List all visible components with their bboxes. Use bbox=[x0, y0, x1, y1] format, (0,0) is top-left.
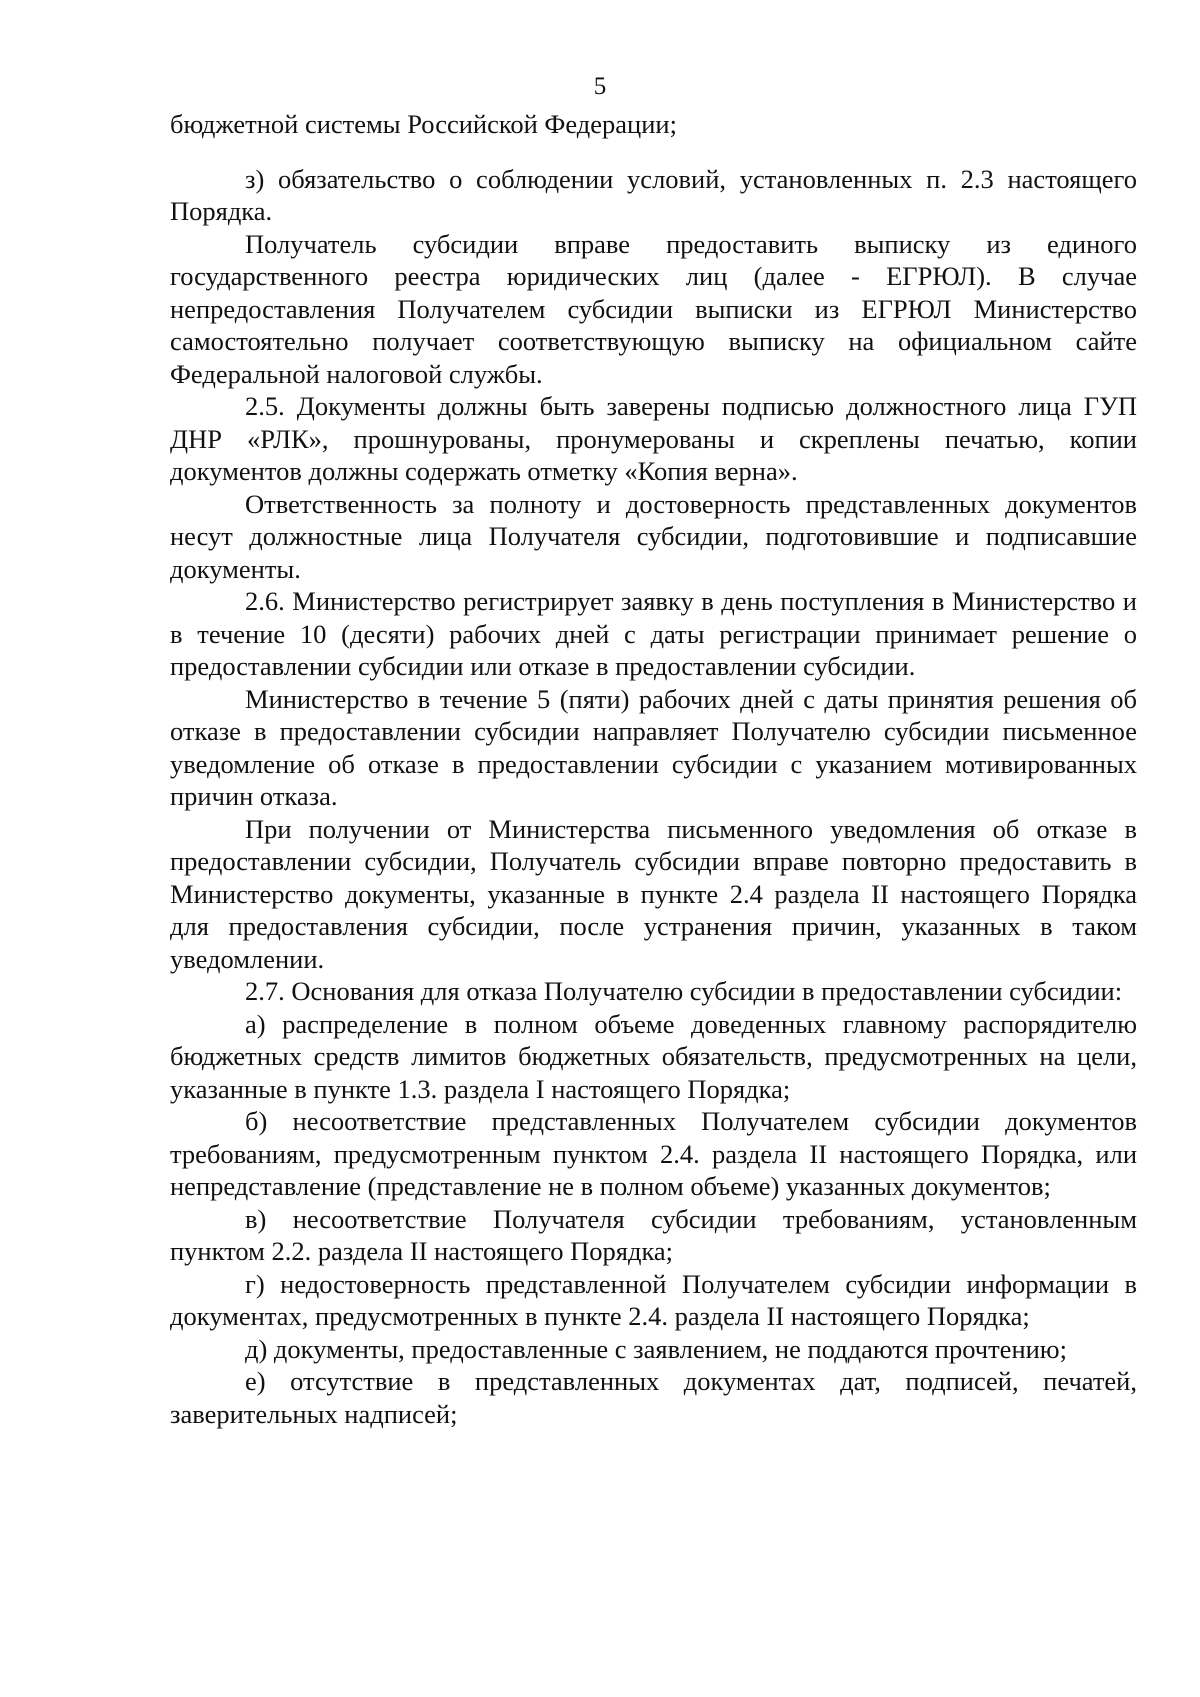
paragraph-item-v: в) несоответствие Получателя субсидии требованиям, установленным пунктом 2.2. раздела II настоящего Порядка; bbox=[170, 1203, 1137, 1266]
page-number: 5 bbox=[593, 73, 607, 100]
paragraph-item-g: г) недостоверность представленной Получателем субсидии информации в документах, предусмотренных в пункте 2.4. раздела II настоящего Порядка; bbox=[170, 1268, 1137, 1331]
paragraph-egrul: Получатель субсидии вправе предоставить выписку из единого государственного реестра юридических лиц (далее - ЕГРЮЛ). В случае непредоставления Получателем субсидии выписки из ЕГРЮЛ Министерство самостоятельно получает соответствующую выписку на официальном сайте Федеральной налоговой службы. bbox=[170, 228, 1137, 389]
paragraph-2-6: 2.6. Министерство регистрирует заявку в день поступления в Министерство и в течение 10 (десяти) рабочих дней с даты регистрации принимает решение о предоставлении субсидии или отказе в предоставлении субсидии. bbox=[170, 586, 1137, 681]
paragraph-item-b: б) несоответствие представленных Получателем субсидии документов требованиям, предусмотренным пунктом 2.4. раздела II настоящего Порядка, или непредставление (представление не в полном объеме) указанных документов; bbox=[170, 1106, 1137, 1201]
paragraph-item-z: з) обязательство о соблюдении условий, установленных п. 2.3 настоящего Порядка. bbox=[170, 163, 1137, 226]
paragraph-2-5: 2.5. Документы должны быть заверены подписью должностного лица ГУП ДНР «РЛК», прошнурованы, пронумерованы и скреплены печатью, копии документов должны содержать отметку «Копия верна». bbox=[170, 391, 1137, 486]
paragraph-2-7: 2.7. Основания для отказа Получателю субсидии в предоставлении субсидии: bbox=[245, 976, 1123, 1006]
paragraph-item-e: е) отсутствие в представленных документах дат, подписей, печатей, заверительных надписей; bbox=[170, 1366, 1137, 1429]
paragraph-item-d: д) документы, предоставленные с заявлением, не поддаются прочтению; bbox=[245, 1333, 1067, 1364]
document-body bbox=[170, 108, 1137, 1430]
paragraph-resubmission: При получении от Министерства письменного уведомления об отказе в предоставлении субсидии, Получатель субсидии вправе повторно предоставить в Министерство документы, указанные в пункте 2.4 раздела II настоящего Порядка для предоставления субсидии, после устранения причин, указанных в таком уведомлении. bbox=[170, 813, 1137, 974]
paragraph-budget-system: бюджетной системы Российской Федерации; bbox=[170, 109, 677, 139]
paragraph-responsibility: Ответственность за полноту и достоверность представленных документов несут должностные лица Получателя субсидии, подготовившие и подписавшие документы. bbox=[170, 488, 1137, 584]
paragraph-refusal-notice: Министерство в течение 5 (пяти) рабочих дней с даты принятия решения об отказе в предоставлении субсидии направляет Получателю субсидии письменное уведомление об отказе в предоставлении субсидии с указанием мотивированных причин отказа. bbox=[170, 683, 1137, 811]
paragraph-item-a: а) распределение в полном объеме доведенных главному распорядителю бюджетных средств лимитов бюджетных обязательств, предусмотренных на цели, указанные в пункте 1.3. раздела I настоящего Порядка; bbox=[170, 1008, 1137, 1104]
